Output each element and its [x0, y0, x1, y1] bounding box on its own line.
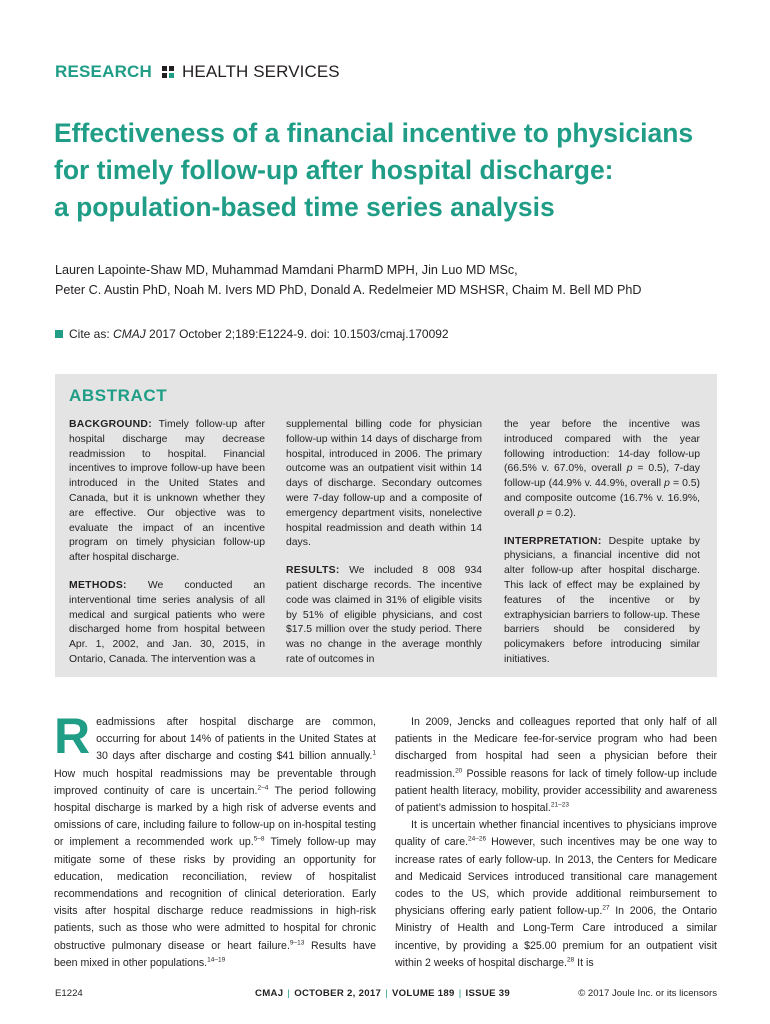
abstract-column [504, 418, 700, 681]
abstract-methods [69, 579, 265, 668]
body-text: eadmissions after hospital discharge are common, occurring for about 14% of patients in the United States at 30 days after discharge and costing $41 billion annually. [96, 716, 376, 763]
body-paragraph [54, 708, 377, 972]
page-number: E1224 [55, 988, 83, 999]
author-line: Peter C. Austin PhD, Noah M. Ivers MD PhD, Donald A. Redelmeier MD MSHSR, Chaim M. Bell MD PhD [55, 283, 642, 297]
divider: | [287, 988, 291, 999]
citation [55, 327, 449, 341]
abstract-heading: ABSTRACT [69, 386, 168, 405]
reference-superscript[interactable]: 9–13 [289, 939, 305, 947]
abstract-interpretation [504, 535, 700, 668]
interpretation-text: Despite uptake by physicians, a financial incentive did not alter follow-up after hospital discharge. This lack of effect may be explained by features of the incentive or by extraphysician barriers to follow-up. These barriers should be considered by policymakers before introducing similar initiatives. [504, 535, 700, 665]
author-list [55, 260, 735, 300]
body-paragraph [395, 714, 717, 817]
cite-reference[interactable]: 2017 October 2;189:E1224-9. doi: 10.1503/cmaj.170092 [149, 327, 449, 341]
abstract-results-cont [504, 418, 700, 522]
reference-superscript[interactable]: 14–19 [207, 956, 226, 964]
reference-superscript[interactable]: 1 [372, 749, 376, 757]
divider: | [458, 988, 462, 999]
results-text: We included 8 008 934 patient discharge records. The incentive code was claimed in 31% of eligible visits by 51% of eligible physicians, and cost $17.5 million over the study period. There was no change in the average monthly rate of outcomes in [286, 565, 482, 665]
cite-label: Cite as: [69, 327, 110, 341]
section-tag [55, 62, 340, 82]
title-line: Effectiveness of a financial incentive to physicians [54, 118, 694, 148]
square-bullet-icon [55, 330, 63, 338]
p-value-symbol: p [664, 478, 670, 490]
body-text: However, such incentives may be one way to increase rates of early follow-up. In 2013, the Centers for Medicare and Medicaid Services introduced transitional care management codes to the US, which provide additional reimbursement to physicians offering early patient follow-up. [395, 836, 717, 918]
results-cont: the year before the incentive was introduced compared with the year following introduction: 14-day follow-up (66.5% v. 67.0%, overall [504, 419, 700, 475]
p-value-symbol: p [626, 463, 633, 475]
body-text: Results have been mixed in other populations. [54, 939, 377, 969]
abstract-box [55, 374, 717, 677]
body-text: How much hospital readmissions may be preventable through improved continuity of care is uncertain. [54, 767, 376, 797]
footer-issue: ISSUE 39 [465, 988, 511, 999]
methods-label: METHODS: [69, 579, 127, 591]
section-label: RESEARCH [55, 62, 153, 81]
cite-journal: CMAJ [113, 327, 146, 341]
body-text: In 2006, the Ontario Ministry of Health and Long-Term Care introduced a similar incentive, by providing a $25.00 premium for an outpatient visit within 2 weeks of hospital discharge. [395, 905, 717, 969]
title-line: for timely follow-up after hospital discharge: [54, 155, 614, 185]
abstract-column [69, 418, 265, 681]
results-cont: = 0.2). [543, 507, 576, 519]
methods-text: We conducted an interventional time series analysis of all medical and surgical patients who were discharged home from hospital between Apr. 1, 2002, and Jan. 30, 2015, in Ontario, Canada. The intervention was a [69, 579, 265, 665]
author-line: Lauren Lapointe-Shaw MD, Muhammad Mamdani PharmD MPH, Jin Luo MD MSc, [55, 263, 518, 277]
footer-date: OCTOBER 2, 2017 [294, 988, 382, 999]
grid-squares-icon [162, 66, 174, 78]
body-text: Possible reasons for lack of timely follow-up include patient health literacy, mobility, provider accessibility and awareness of patient’s admission to hospital. [395, 767, 717, 815]
interpretation-label: INTERPRETATION: [504, 535, 602, 547]
reference-superscript[interactable]: 24–26 [468, 835, 487, 843]
body-text: Timely follow-up may mitigate some of these risks by providing an opportunity for education, medication reconciliation, review of hospitalist recommendations and recognition of clinical deterioration. Early visits after hospital discharge reduce readmissions in high-risk patients, such as those who were admitted to hospital for chronic obstructive pulmonary disease or heart failure. [54, 836, 376, 952]
abstract-results [286, 564, 482, 668]
drop-cap: R [54, 708, 91, 764]
title-line: a population-based time series analysis [54, 192, 555, 222]
reference-superscript[interactable]: 21–23 [550, 801, 569, 809]
reference-superscript[interactable]: 5–8 [253, 835, 265, 843]
body-column-left [54, 708, 377, 972]
body-paragraph [395, 817, 717, 972]
divider: | [385, 988, 388, 999]
footer-volume: VOLUME 189 [391, 988, 455, 999]
body-text: It is [574, 956, 594, 969]
body-text: The period following hospital discharge is marked by a high risk of adverse events and omissions of care, including failure to follow-up on in-hospital testing or implement a recommended work up. [54, 784, 376, 849]
body-text: In 2009, Jencks and colleagues reported that only half of all patients in the Medicare fee-for-service program who had been discharged from hospital had seen a physician before their readmission. [395, 716, 717, 780]
reference-superscript[interactable]: 28 [566, 956, 575, 964]
background-label: BACKGROUND: [69, 419, 152, 430]
results-cont: = 0.5), 7-day follow-up (44.9% v. 44.9%, overall [504, 463, 700, 490]
reference-superscript[interactable]: 27 [602, 904, 610, 912]
body-column-right [395, 714, 717, 972]
copyright-notice: © 2017 Joule Inc. or its licensors [578, 988, 717, 999]
background-text: Timely follow-up after hospital discharge may decrease readmission to hospital. Financial incentives to improve follow-up have been introduced in the United States and Canada, but it is unknown whether they are effective. Our objective was to evaluate the impact of an incentive program on timely physician follow-up after hospital discharge. [69, 419, 266, 564]
journal-issue-info [255, 988, 510, 999]
p-value-symbol: p [537, 507, 544, 519]
results-label: RESULTS: [286, 565, 340, 577]
reference-superscript[interactable]: 2–4 [257, 784, 269, 792]
abstract-background [69, 418, 265, 566]
reference-superscript[interactable]: 20 [455, 767, 463, 775]
abstract-methods-cont: supplemental billing code for physician follow-up within 14 days of discharge from hospital, introduced in 2006. The primary outcome was an outpatient visit within 14 days of discharge. Secondary outcomes were 7-day follow-up and a composite of emergency department visits, nonelective hospital readmission and death within 14 days. [286, 419, 482, 549]
subsection-label: HEALTH SERVICES [182, 62, 340, 81]
body-text: It is uncertain whether financial incentives to physicians improve quality of care. [395, 819, 717, 849]
results-cont: = 0.5) and composite outcome (16.7% v. 16.9%, overall [504, 478, 700, 519]
article-title [54, 115, 744, 226]
abstract-column [286, 418, 482, 681]
footer-journal: CMAJ [255, 988, 284, 999]
